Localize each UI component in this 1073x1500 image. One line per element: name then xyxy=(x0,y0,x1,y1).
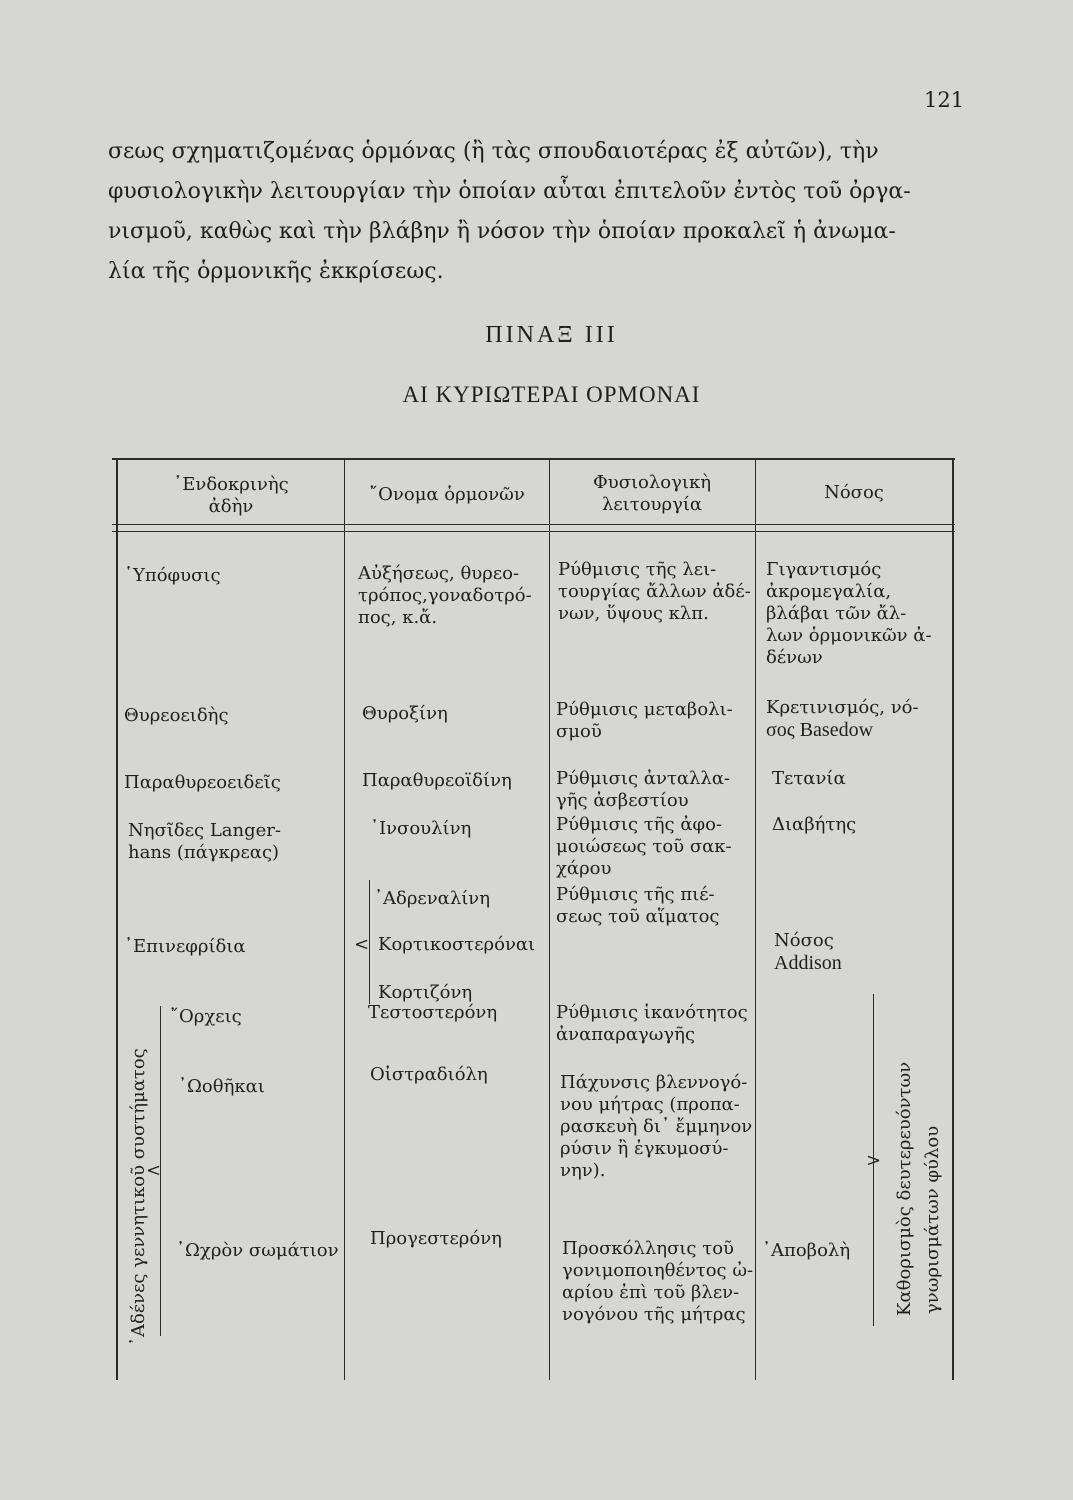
hormone-line: Θυροξίνη xyxy=(362,703,448,724)
page-number: 121 xyxy=(924,88,965,112)
hormone-thyroid xyxy=(362,703,448,725)
function-line: Ρύθμισις ἀνταλλα- xyxy=(556,768,731,789)
disease-parathyroid xyxy=(772,768,846,790)
function-line: ρύσιν ἢ ἐγκυμοσύ- xyxy=(560,1138,729,1159)
column-divider-3 xyxy=(755,458,756,1380)
function-line: νου μήτρας (προπα- xyxy=(560,1094,740,1115)
function-ovaries xyxy=(560,1072,752,1182)
table-subtitle: ΑΙ ΚΥΡΙΩΤΕΡΑΙ ΟΡΜΟΝΑΙ xyxy=(402,382,701,407)
disease-line: Νόσος xyxy=(774,930,834,951)
gland-line: ᾿Ωχρὸν σωμάτιον xyxy=(176,1240,339,1261)
hormone-line: Κορτιζόνη xyxy=(378,982,473,1003)
gland-line: ῾Υπόφυσις xyxy=(124,565,221,586)
header-function-line: Φυσιολογικὴ xyxy=(593,472,711,493)
intro-line: νισμοῦ, καθὼς καὶ τὴν βλάβην ἢ νόσον τὴν ὁποίαν προκαλεῖ ἡ ἀνωμα- xyxy=(108,219,896,244)
hormone-line: πος, κ.ἄ. xyxy=(358,607,438,628)
header-function-line: λειτουργία xyxy=(601,494,703,515)
function-line: γονιμοποιηθέντος ὠ- xyxy=(562,1260,754,1281)
disease-langerhans xyxy=(772,814,856,836)
disease-thyroid xyxy=(766,697,919,741)
table-header-divider xyxy=(112,524,955,525)
hormone-line: Αὐξήσεως, θυρεο- xyxy=(358,563,520,584)
disease-line: σος Basedow xyxy=(766,719,874,741)
disease-line: ᾿Αποβολὴ xyxy=(762,1240,851,1261)
hormone-line: ᾿Αδρεναλίνη xyxy=(374,888,491,909)
header-disease-line: Νόσος xyxy=(824,482,884,503)
function-line: Ρύθμισις τῆς ἀφο- xyxy=(556,814,723,835)
disease-line: δένων xyxy=(766,647,823,668)
disease-group-bracket: > xyxy=(866,1150,882,1171)
table-right-border xyxy=(952,458,954,1380)
gland-line: ῎Ορχεις xyxy=(170,1006,242,1027)
disease-hypophysis xyxy=(766,559,932,669)
hormone-adrenal-2 xyxy=(378,934,535,956)
gland-adrenal xyxy=(124,936,246,958)
function-thyroid xyxy=(556,699,733,743)
function-line: ρασκευὴ δι᾿ ἔμμηνον xyxy=(560,1116,753,1137)
hormone-hypophysis xyxy=(358,563,532,629)
hormone-adrenal-1 xyxy=(374,888,490,910)
reproductive-group-label: ᾿Αδένες γεννητικοῦ συστήματος xyxy=(128,1048,149,1346)
gland-thyroid xyxy=(124,705,229,727)
adrenal-bracket-line xyxy=(369,880,370,1004)
gland-ovaries xyxy=(178,1076,265,1098)
function-langerhans xyxy=(556,814,732,880)
function-line: τουργίας ἄλλων ἀδέ- xyxy=(558,581,751,602)
function-testes xyxy=(556,1002,748,1046)
function-line: Προσκόλλησις τοῦ xyxy=(562,1238,734,1259)
hormone-line: Τεστοστερόνη xyxy=(368,1002,498,1023)
hormone-ovaries xyxy=(370,1064,488,1086)
function-line: Ρύθμισις ἱκανότητος xyxy=(556,1002,748,1023)
column-divider-2 xyxy=(549,458,550,1380)
function-line: ἀναπαραγωγῆς xyxy=(556,1024,696,1045)
header-hormone xyxy=(346,484,548,506)
function-line: νην). xyxy=(560,1160,606,1181)
gland-line: Θυρεοειδὴς xyxy=(124,705,229,726)
gland-line: Παραθυρεοειδεῖς xyxy=(124,772,281,793)
header-gland-line: ἀδὴν xyxy=(208,496,254,517)
gland-line: Νησῖδες Langer- xyxy=(128,820,281,841)
function-line: Ρύθμισις μεταβολι- xyxy=(556,699,733,720)
gland-langerhans xyxy=(128,820,281,864)
header-function xyxy=(551,472,753,516)
function-adrenal xyxy=(556,884,720,928)
function-line: σμοῦ xyxy=(556,721,602,742)
function-line: μοιώσεως τοῦ σακ- xyxy=(556,836,732,857)
disease-line: Κρετινισμός, νό- xyxy=(766,697,919,718)
header-hormone-line: ῎Ονομα ὁρμονῶν xyxy=(369,484,525,505)
function-line: Πάχυνσις βλεννογό- xyxy=(560,1072,748,1093)
disease-line: βλάβαι τῶν ἄλ- xyxy=(766,603,907,624)
disease-line: Γιγαντισμός xyxy=(766,559,882,580)
hormone-testes xyxy=(368,1002,497,1024)
gland-corpus-luteum xyxy=(176,1240,339,1262)
header-gland xyxy=(120,474,342,518)
hormone-line: Κορτικοστερόναι xyxy=(378,934,536,955)
hormone-line: τρόπος,γοναδοτρό- xyxy=(358,585,532,606)
disease-line: Τετανία xyxy=(772,768,846,789)
disease-line: λων ὁρμονικῶν ἀ- xyxy=(766,625,932,646)
reproductive-bracket: < xyxy=(146,1160,162,1181)
function-line: νογόνου τῆς μήτρας xyxy=(562,1304,746,1325)
hormone-parathyroid xyxy=(362,770,512,792)
gland-line: ᾿Επινεφρίδια xyxy=(124,936,246,957)
disease-line: Addison xyxy=(774,952,842,974)
gland-parathyroid xyxy=(124,772,281,794)
table-header-divider-second xyxy=(112,531,955,532)
disease-corpus-luteum xyxy=(762,1240,850,1262)
hormone-line: Παραθυρεοϊδίνη xyxy=(362,770,512,791)
function-parathyroid xyxy=(556,768,730,812)
function-line: χάρου xyxy=(556,858,612,879)
gland-hypophysis xyxy=(124,565,221,587)
hormone-langerhans xyxy=(370,818,471,840)
disease-adrenal xyxy=(774,930,842,974)
adrenal-bracket: < xyxy=(354,934,370,955)
intro-line: φυσιολογικὴν λειτουργίαν τὴν ὁποίαν αὗται ἐπιτελοῦν ἐντὸς τοῦ ὀργα- xyxy=(108,179,911,204)
function-line: γῆς ἀσβεστίου xyxy=(556,790,689,811)
header-gland-line: ᾿Ενδοκρινὴς xyxy=(173,474,289,495)
hormone-line: ᾿Ινσουλίνη xyxy=(370,818,472,839)
function-line: Ρύθμισις τῆς πιέ- xyxy=(556,884,715,905)
intro-paragraph xyxy=(108,132,958,292)
hormone-corpus-luteum xyxy=(370,1228,502,1250)
function-line: αρίου ἐπὶ τοῦ βλεν- xyxy=(562,1282,740,1303)
function-corpus-luteum xyxy=(562,1238,753,1326)
hormone-adrenal-3 xyxy=(378,982,472,1004)
disease-line: ἀκρομεγαλία, xyxy=(766,581,892,602)
function-line: νων, ὕψους κλπ. xyxy=(558,603,709,624)
hormone-line: Οἰστραδιόλη xyxy=(370,1064,488,1085)
gland-testes xyxy=(170,1006,242,1028)
disease-group-line-2: γνωρισμάτων φύλου xyxy=(922,1125,943,1314)
disease-group-line-1: Καθορισμὸς δευτερευόντων xyxy=(894,1061,915,1316)
gland-line: ᾿Ωοθῆκαι xyxy=(178,1076,265,1097)
gland-line: hans (πάγκρεας) xyxy=(128,842,280,863)
disease-line: Διαβήτης xyxy=(772,814,857,835)
function-hypophysis xyxy=(558,559,751,625)
intro-line: σεως σχηματιζομένας ὁρμόνας (ἢ τὰς σπουδαιοτέρας ἐξ αὐτῶν), τὴν xyxy=(108,139,879,164)
header-disease xyxy=(757,482,951,504)
hormone-line: Προγεστερόνη xyxy=(370,1228,502,1249)
column-divider-1 xyxy=(344,458,345,1380)
table-left-border xyxy=(116,458,118,1380)
function-line: Ρύθμισις τῆς λει- xyxy=(558,559,717,580)
table-top-border xyxy=(112,458,955,460)
function-line: σεως τοῦ αἵματος xyxy=(556,906,720,927)
table-title: ΠΙΝΑΞ III xyxy=(485,322,618,348)
intro-line: λία τῆς ὁρμονικῆς ἐκκρίσεως. xyxy=(108,259,444,284)
